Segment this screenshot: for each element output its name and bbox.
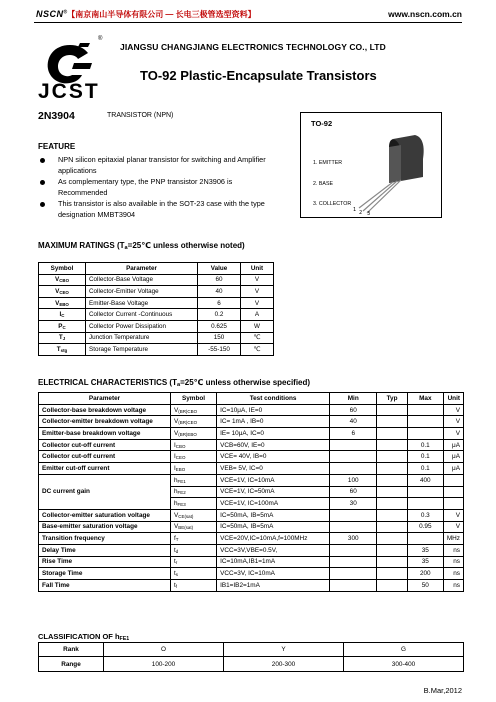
header-website[interactable]: www.nscn.com.cn [388,9,462,19]
unit-cell [443,486,463,498]
unit-cell: ns [443,580,463,592]
col-header: Parameter [39,393,171,405]
symbol-sub: (BR)CEO [178,420,198,426]
table-row [39,416,464,428]
bullet-icon [40,180,45,185]
min-cell [330,568,377,580]
parameter-cell: Collector-emitter saturation voltage [39,509,171,521]
condition-cell: IC=10μA, IE=0 [217,404,330,416]
symbol-cell [170,439,216,451]
symbol: I [173,441,176,449]
typ-cell [377,556,407,568]
brand-reg: ® [63,9,68,16]
typ-cell [377,404,407,416]
condition-cell: VCC=3V,VBE=0.5V, [217,544,330,556]
unit-cell: MHz [443,533,463,545]
table-row [39,297,274,309]
condition-cell: VEB= 5V, IC=0 [217,463,330,475]
classification-table [38,642,464,672]
title-rest: =25℃ unless otherwise specified) [180,378,311,387]
header-tagline: 【南京南山半导体有限公司 — 长电三极管选型资料】 [67,10,256,19]
symbol: I [173,453,176,461]
table-row [39,521,464,533]
unit-cell: V [241,297,274,309]
table-row [39,439,464,451]
unit-cell: μA [443,439,463,451]
title-sub: a [176,382,181,388]
max-ratings-table [38,262,274,356]
bullet-icon [40,158,45,163]
max-cell: 0.1 [407,451,443,463]
logo-wordmark: JCST [38,80,100,103]
symbol-cell [170,416,216,428]
electrical-table [38,392,464,592]
unit-cell: V [443,521,463,533]
symbol-sub: EBO [175,466,186,472]
unit-cell: V [443,416,463,428]
unit-cell: ℃ [241,332,274,344]
unit-cell: ns [443,568,463,580]
feature-heading: FEATURE [38,142,76,151]
min-cell: 60 [330,404,377,416]
symbol-sub: T [175,537,179,543]
col-header: Unit [241,263,274,275]
header-brand [36,9,256,20]
symbol-cell [39,297,86,309]
symbol-cell [39,320,86,332]
typ-cell [377,439,407,451]
pin-number: 1 [353,207,357,213]
unit-cell [443,474,463,486]
unit-cell: ns [443,556,463,568]
min-cell [330,580,377,592]
symbol-cell [39,344,86,356]
logo-text [38,80,100,104]
range-cell: 100-200 [104,657,224,671]
col-header: Unit [443,393,463,405]
condition-cell: VCC=3V, IC=10mA [217,568,330,580]
parameter-cell: Collector-emitter breakdown voltage [39,416,171,428]
feature-item [38,155,288,176]
typ-cell [377,533,407,545]
pin-number: 3 [367,211,371,215]
bullet-icon [40,202,45,207]
typ-cell [377,451,407,463]
pin-label-base: 2. BASE [313,181,334,187]
symbol-cell [170,451,216,463]
condition-cell: IE= 10μA, IC=0 [217,428,330,440]
symbol-sub: (BR)CBO [178,408,198,414]
electrical-body [39,404,464,591]
min-cell: 30 [330,498,377,510]
table-row [39,451,464,463]
condition-cell: VCE=1V, IC=100mA [217,498,330,510]
symbol-sub: CEO [175,455,186,461]
parameter-cell: Collector-Emitter Voltage [86,286,198,298]
title-sub: FE1 [119,636,130,642]
value-cell: 40 [198,286,241,298]
max-cell: 400 [407,474,443,486]
range-label: Range [39,657,104,671]
symbol: t [173,558,176,566]
symbol-sub: (BR)EBO [178,431,197,437]
condition-cell: VCE=1V, IC=10mA [217,474,330,486]
max-cell: 0.3 [407,509,443,521]
symbol-cell [170,556,216,568]
parameter-cell: Transition frequency [39,533,171,545]
table-row [39,533,464,545]
table-row [39,286,274,298]
symbol-sub: CE(sat) [178,513,194,519]
symbol-cell [170,580,216,592]
package-diagram [300,112,442,218]
symbol: V [173,523,179,531]
unit-cell: V [443,404,463,416]
typ-cell [377,544,407,556]
symbol-sub: r [175,560,178,566]
table-row [39,556,464,568]
logo-reg: ® [98,36,103,42]
parameter-cell: Collector cut-off current [39,451,171,463]
unit-cell [443,498,463,510]
symbol-sub: C [62,324,66,330]
to92-package-icon [353,133,439,215]
min-cell [330,439,377,451]
title-part: ELECTRICAL CHARACTERISTICS (T [38,378,177,387]
rank-row [39,643,464,657]
parameter-cell: Emitter-Base Voltage [86,297,198,309]
unit-cell: W [241,320,274,332]
unit-cell: V [241,286,274,298]
symbol-sub: J [62,336,66,342]
min-cell: 6 [330,428,377,440]
typ-cell [377,521,407,533]
parameter-cell: Base-emitter saturation voltage [39,521,171,533]
symbol-cell [170,486,216,498]
symbol: h [173,500,178,508]
rank-cell: G [344,643,464,657]
typ-cell [377,428,407,440]
unit-cell: V [443,428,463,440]
table-header-row [39,393,464,405]
symbol-cell [170,463,216,475]
max-ratings-body [39,274,274,355]
condition-cell: IC=50mA, IB=5mA [217,521,330,533]
symbol: V [55,299,60,307]
symbol-cell [39,286,86,298]
parameter-cell: DC current gain [39,474,171,509]
table-row [39,344,274,356]
table-row [39,332,274,344]
max-cell [407,533,443,545]
symbol-sub: CEO [59,289,69,295]
table-row [39,474,464,486]
pin-label-emitter: 1. EMITTER [313,160,343,166]
min-cell: 300 [330,533,377,545]
title-part: MAXIMUM RATINGS (T [38,241,125,250]
table-row [39,509,464,521]
table-row [39,428,464,440]
table-row [39,463,464,475]
col-header: Test conditions [217,393,330,405]
parameter-cell: Emitter cut-off current [39,463,171,475]
symbol-sub: CBO [59,278,69,284]
symbol-sub: FE1 [177,478,186,484]
min-cell [330,463,377,475]
condition-cell: VCE=1V, IC=50mA [217,486,330,498]
rank-cell: Y [224,643,344,657]
parameter-cell: Emitter-base breakdown voltage [39,428,171,440]
table-row [39,309,274,321]
table-header-row [39,263,274,275]
value-cell: 0.625 [198,320,241,332]
condition-cell: IB1=IB2=1mA [217,580,330,592]
max-cell [407,498,443,510]
symbol-cell [170,498,216,510]
max-cell: 35 [407,556,443,568]
feature-text: As complementary type, the PNP transistor 2N3906 is Recommended [58,177,233,197]
symbol: h [173,488,178,496]
col-header: Parameter [86,263,198,275]
unit-cell: μA [443,463,463,475]
range-cell: 200-300 [224,657,344,671]
brand-nscn: NSCN [36,9,64,19]
table-row [39,544,464,556]
value-cell: 150 [198,332,241,344]
parameter-cell: Collector-Base Voltage [86,274,198,286]
feature-text: This transistor is also available in the SOT-23 case with the type designation MMBT3904 [58,199,265,219]
condition-cell: IC= 1mA , IB=0 [217,416,330,428]
symbol-sub: stg [60,347,68,353]
symbol-sub: C [61,313,65,319]
feature-item [38,177,273,198]
col-header: Min [330,393,377,405]
symbol: I [59,311,62,319]
typ-cell [377,509,407,521]
symbol-cell [170,404,216,416]
symbol: h [173,476,178,484]
max-cell: 200 [407,568,443,580]
feature-list [38,155,288,221]
table-row [39,568,464,580]
parameter-cell: Junction Temperature [86,332,198,344]
condition-cell: IC=10mA,IB1=1mA [217,556,330,568]
symbol: I [173,464,176,472]
unit-cell: A [241,309,274,321]
typ-cell [377,580,407,592]
parameter-cell: Storage Time [39,568,171,580]
title-part: CLASSIFICATION OF h [38,632,120,641]
symbol-cell [170,533,216,545]
symbol: V [173,406,179,414]
max-cell [407,428,443,440]
condition-cell: VCE=20V,IC=10mA,f=100MHz [217,533,330,545]
min-cell [330,451,377,463]
symbol-cell [170,544,216,556]
min-cell [330,509,377,521]
feature-item [38,199,288,220]
rank-label: Rank [39,643,104,657]
symbol: V [55,287,60,295]
unit-cell: μA [443,451,463,463]
min-cell [330,556,377,568]
symbol-sub: BE(sat) [178,525,194,531]
max-cell [407,404,443,416]
min-cell [330,544,377,556]
table-row [39,404,464,416]
max-cell [407,416,443,428]
symbol: T [58,334,63,342]
pin-number: 2 [359,210,363,215]
package-title: TO-92 [311,119,333,128]
symbol-cell [170,509,216,521]
symbol: V [55,276,60,284]
symbol: t [173,570,176,578]
min-cell: 40 [330,416,377,428]
condition-cell: VCE= 40V, IB=0 [217,451,330,463]
typ-cell [377,474,407,486]
value-cell: 6 [198,297,241,309]
parameter-cell: Storage Temperature [86,344,198,356]
parameter-cell: Delay Time [39,544,171,556]
value-cell: -55-150 [198,344,241,356]
condition-cell: IC=50mA, IB=5mA [217,509,330,521]
unit-cell: V [443,509,463,521]
symbol-sub: FE2 [177,490,186,496]
parameter-cell: Fall Time [39,580,171,592]
typ-cell [377,463,407,475]
col-header: Symbol [170,393,216,405]
typ-cell [377,568,407,580]
parameter-cell: Collector cut-off current [39,439,171,451]
unit-cell: V [241,274,274,286]
parameter-cell: Rise Time [39,556,171,568]
symbol-cell [170,474,216,486]
range-cell: 300-400 [344,657,464,671]
classification-heading [38,632,129,642]
table-row [39,580,464,592]
rank-cell: O [104,643,224,657]
value-cell: 0.2 [198,309,241,321]
symbol-sub: d [175,548,179,554]
col-header: Typ [377,393,407,405]
range-row [39,657,464,671]
symbol-sub: EBO [59,301,69,307]
feature-text: NPN silicon epitaxial planar transistor for switching and Amplifier applications [58,155,266,175]
symbol-cell [39,332,86,344]
footer-date: B.Mar,2012 [423,686,462,695]
parameter-cell: Collector Power Dissipation [86,320,198,332]
parameter-cell: Collector Current -Continuous [86,309,198,321]
symbol-sub: CBO [175,443,186,449]
max-cell [407,486,443,498]
symbol-sub: f [175,583,177,589]
part-type: TRANSISTOR (NPN) [107,112,174,119]
symbol: t [173,546,176,554]
typ-cell [377,486,407,498]
min-cell: 60 [330,486,377,498]
min-cell [330,521,377,533]
table-row [39,274,274,286]
header-divider [34,22,462,23]
symbol-cell [39,274,86,286]
symbol-cell [39,309,86,321]
symbol: V [173,429,179,437]
pin-label-collector: 3. COLLECTOR [313,201,352,207]
col-header: Symbol [39,263,86,275]
company-name: JIANGSU CHANGJIANG ELECTRONICS TECHNOLOGY CO., LTD [120,42,386,52]
parameter-cell: Collector-base breakdown voltage [39,404,171,416]
electrical-heading [38,378,310,388]
symbol: V [173,511,179,519]
symbol-cell [170,521,216,533]
symbol-sub: s [175,572,178,578]
symbol: V [173,418,179,426]
symbol-cell [170,568,216,580]
max-cell: 35 [407,544,443,556]
symbol: P [58,322,63,330]
part-number: 2N3904 [38,110,75,122]
unit-cell: ns [443,544,463,556]
symbol-sub: FE3 [177,502,186,508]
max-cell: 0.1 [407,463,443,475]
max-ratings-heading [38,241,245,251]
col-header: Max [407,393,443,405]
symbol: T [56,345,61,353]
col-header: Value [198,263,241,275]
symbol-cell [170,428,216,440]
symbol: f [173,535,176,543]
symbol: t [173,581,176,589]
condition-cell: VCB=60V, IE=0 [217,439,330,451]
typ-cell [377,416,407,428]
max-cell: 0.95 [407,521,443,533]
max-cell: 0.1 [407,439,443,451]
min-cell: 100 [330,474,377,486]
value-cell: 60 [198,274,241,286]
title-rest: =25℃ unless otherwise noted) [127,241,245,250]
typ-cell [377,498,407,510]
title-sub: a [124,245,128,251]
unit-cell: ℃ [241,344,274,356]
document-title: TO-92 Plastic-Encapsulate Transistors [140,68,377,83]
table-row [39,320,274,332]
max-cell: 50 [407,580,443,592]
